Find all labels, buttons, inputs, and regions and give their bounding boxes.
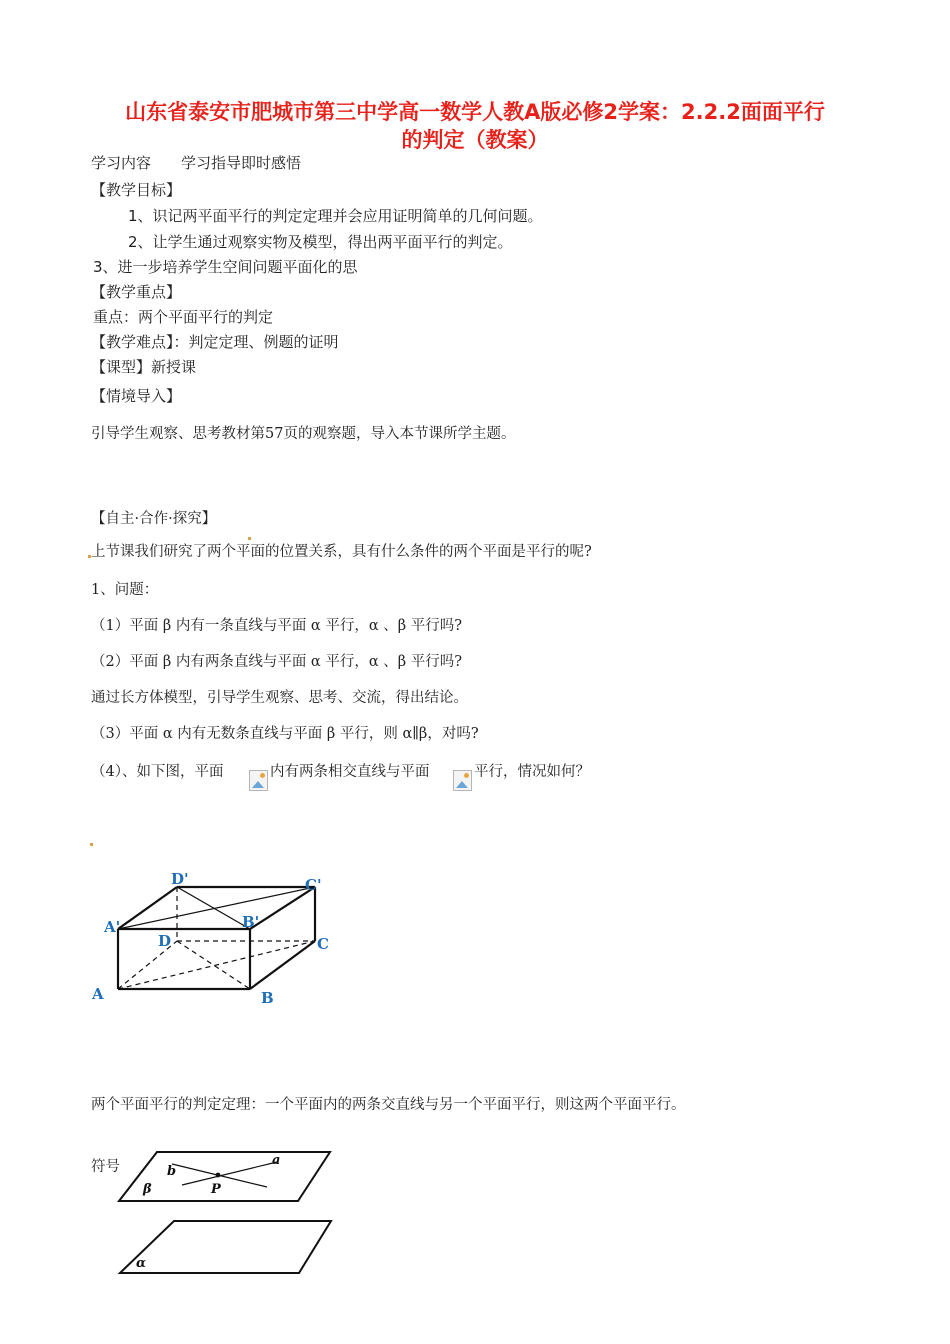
question-4-part-3: 平行，情况如何？ (474, 764, 590, 780)
vertex-label: C (317, 935, 329, 953)
vertex-label: D' (171, 870, 189, 888)
difficulty-text: 【教学难点】：判定定理、例题的证明 (91, 333, 339, 351)
plane-label: β (143, 1182, 152, 1197)
vertex-label: B' (242, 913, 260, 931)
vertex-label: A' (104, 918, 121, 936)
hidden-diagonal-d-b (177, 941, 250, 989)
vertex-label: B (261, 989, 274, 1007)
column-header-row: 学习内容 学习指导即时感悟 (91, 154, 302, 172)
mark-dot (248, 537, 251, 540)
plane-alpha (120, 1221, 331, 1273)
broken-image-icon (249, 770, 268, 791)
line-label: a (272, 1153, 281, 1168)
model-note: 通过长方体模型，引导学生观察、思考、交流，得出结论。 (91, 690, 468, 706)
diagonal-d1-b1 (177, 887, 250, 929)
plane-label: α (136, 1256, 147, 1271)
key-point-text: 重点：两个平面平行的判定 (93, 308, 274, 326)
edge-b-c (250, 941, 315, 989)
title-line-1: 山东省泰安市肥城市第三中学高一数学人教A版必修2学案：2.2.2面面平行 (125, 100, 825, 124)
goal-item: 2、让学生通过观察实物及模型，得出两平面平行的判定。 (128, 233, 513, 251)
mark-dot (90, 843, 93, 846)
goal-item: 3、进一步培养学生空间问题平面化的思 (93, 258, 358, 276)
point-p (216, 1173, 221, 1178)
question-2: （2）平面 β 内有两条直线与平面 α 平行，α 、β 平行吗? (91, 654, 463, 670)
lesson-type-text: 【课型】新授课 (91, 358, 197, 376)
question-4-part-1: （4）、如下图，平面 (91, 764, 224, 780)
goal-item: 1、识记两平面平行的判定定理并会应用证明简单的几何问题。 (128, 207, 543, 225)
title-line-2: 的判定（教案） (401, 128, 549, 152)
intro-heading: 【情境导入】 (91, 387, 182, 405)
broken-image-icon (453, 770, 472, 791)
question-heading: 1、问题： (91, 582, 159, 598)
theorem-text: 两个平面平行的判定定理：一个平面内的两条交直线与另一个平面平行，则这两个平面平行。 (91, 1097, 686, 1113)
line-label: b (167, 1164, 177, 1179)
parallel-planes-figure (112, 1145, 337, 1280)
page-title (0, 98, 950, 154)
question-1: （1）平面 β 内有一条直线与平面 α 平行，α 、β 平行吗? (91, 618, 463, 634)
vertex-label: A (92, 985, 104, 1003)
cuboid-figure (90, 865, 350, 1010)
explore-heading: 【自主·合作·探究】 (91, 511, 217, 527)
goals-heading: 【教学目标】 (91, 181, 182, 199)
intro-text: 引导学生观察、思考教材第57页的观察题，导入本节课所学主题。 (91, 426, 516, 442)
vertex-label: D (158, 932, 172, 950)
symbol-label: 符号 (91, 1159, 120, 1175)
point-label: P (211, 1182, 221, 1197)
question-3: （3）平面 α 内有无数条直线与平面 β 平行，则 α∥β，对吗? (91, 726, 479, 742)
question-4-part-2: 内有两条相交直线与平面 (270, 764, 430, 780)
key-point-heading: 【教学重点】 (91, 283, 182, 301)
vertex-label: C' (305, 876, 322, 894)
explore-lead: 上节课我们研究了两个平面的位置关系，具有什么条件的两个平面是平行的呢? (91, 544, 592, 560)
